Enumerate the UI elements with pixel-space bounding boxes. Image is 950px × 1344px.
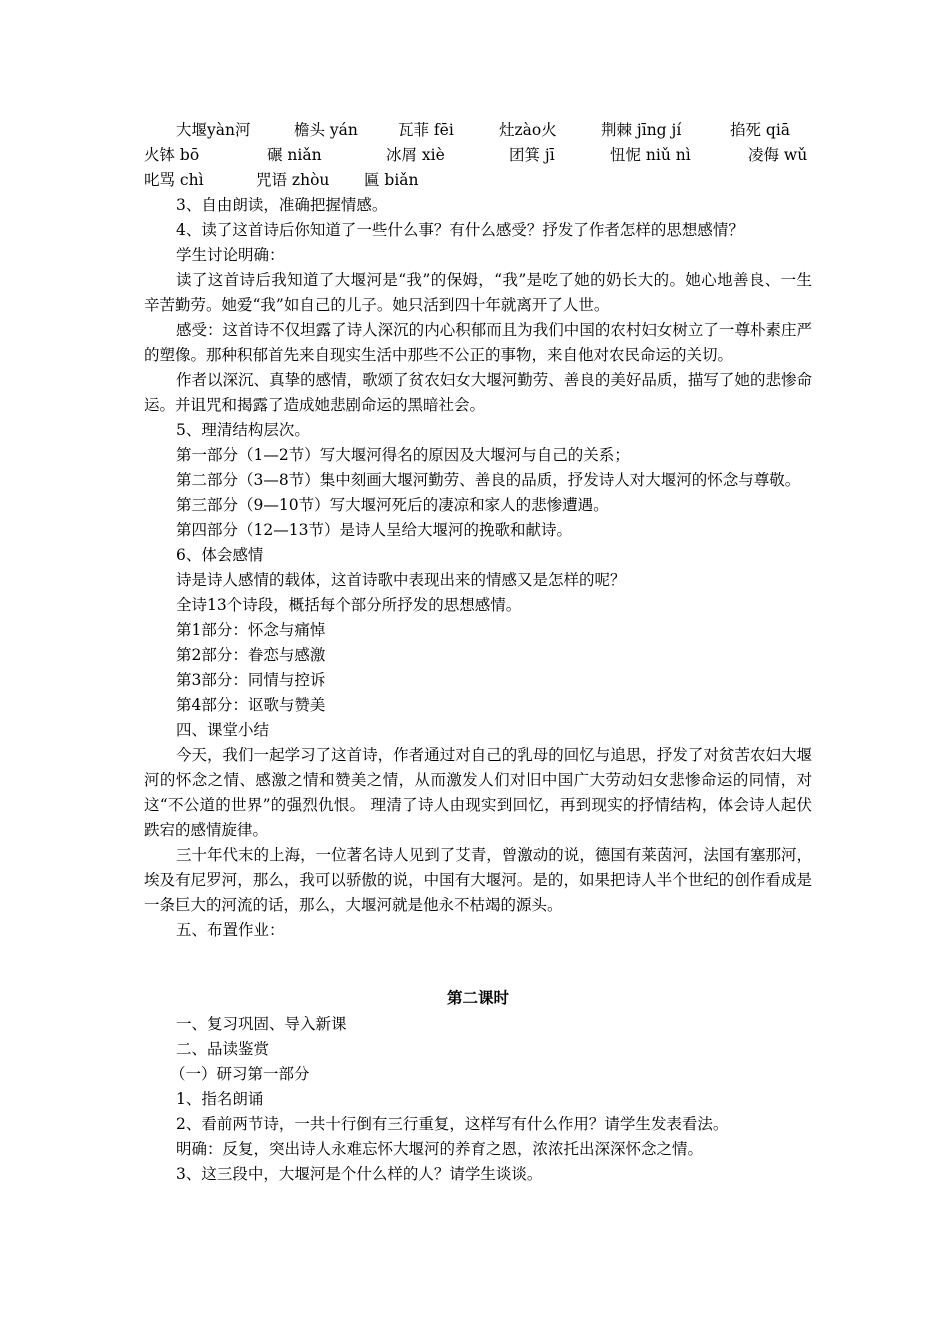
- paragraph: 二、品读鉴赏: [176, 1040, 270, 1058]
- document-page: [144, 118, 812, 1187]
- pinyin-term: 火钵 bō: [144, 146, 200, 164]
- paragraph: 诗是诗人感情的载体，这首诗歌中表现出来的情感又是怎样的呢？: [176, 571, 626, 589]
- paragraph: 4、读了这首诗后你知道了一些什么事？有什么感受？抒发了作者怎样的思想感情？: [176, 221, 744, 239]
- paragraph: 作者以深沉、真挚的感情，歌颂了贫农妇女大堰河勤劳、善良的美好品质，描写了她的悲惨命运。并诅咒和揭露了造成她悲剧命运的黑暗社会。: [144, 371, 812, 414]
- paragraph: 四、课堂小结: [176, 721, 270, 739]
- paragraph: 第4部分：讴歌与赞美: [176, 696, 326, 714]
- pinyin-row: [144, 118, 812, 143]
- paragraph: 三十年代末的上海，一位著名诗人见到了艾青，曾激动的说，德国有莱茵河，法国有塞那河，埃及有尼罗河，那么，我可以骄傲的说，中国有大堰河。是的，如果把诗人半个世纪的创作看成是一条巨大的河流的话，那么，大堰河就是他永不枯竭的源头。: [144, 846, 812, 914]
- paragraph: 明确：反复，突出诗人永难忘怀大堰河的养育之恩，浓浓托出深深怀念之情。: [176, 1140, 704, 1158]
- paragraph: 读了这首诗后我知道了大堰河是“我”的保姆，“我”是吃了她的奶长大的。她心地善良、一生辛苦勤劳。她爱“我”如自己的儿子。她只活到四十年就离开了人世。: [144, 271, 812, 314]
- pinyin-term: 掐死 qiā: [730, 121, 791, 139]
- pinyin-term: 大堰yàn河: [176, 121, 251, 139]
- pinyin-row: [144, 143, 812, 168]
- paragraph: 第3部分：同情与控诉: [176, 671, 326, 689]
- paragraph: 第三部分（9—10节）写大堰河死后的凄凉和家人的悲惨遭遇。: [176, 496, 609, 514]
- paragraph: 2、看前两节诗，一共十行倒有三行重复，这样写有什么作用？请学生发表看法。: [176, 1115, 729, 1133]
- pinyin-row: [144, 168, 812, 193]
- paragraph: 全诗13个诗段，概括每个部分所抒发的思想感情。: [176, 596, 522, 614]
- paragraph: 今天，我们一起学习了这首诗，作者通过对自己的乳母的回忆与追思，抒发了对贫苦农妇大堰河的怀念之情、感激之情和赞美之情，从而激发人们对旧中国广大劳动妇女悲惨命运的同情，对这“不公道的世界”的强烈仇恨。 理清了诗人由现实到回忆，再到现实的抒情结构，体会诗人起伏跌宕的感情旋律。: [144, 746, 812, 839]
- paragraph: 第2部分：眷恋与感激: [176, 646, 326, 664]
- pinyin-term: 忸怩 niǔ nì: [610, 146, 691, 164]
- pinyin-term: 叱骂 chì: [144, 171, 204, 189]
- paragraph: （一）研习第一部分: [170, 1065, 310, 1083]
- pinyin-term: 团箕 jī: [509, 146, 555, 164]
- paragraph: 感受：这首诗不仅坦露了诗人深沉的内心积郁而且为我们中国的农村妇女树立了一尊朴素庄严的塑像。那种积郁首先来自现实生活中那些不公正的事物，来自他对农民命运的关切。: [144, 321, 812, 364]
- paragraph: 6、体会感情: [176, 546, 264, 564]
- pinyin-term: 匾 biǎn: [364, 171, 419, 189]
- paragraph: 一、复习巩固、导入新课: [176, 1015, 347, 1033]
- pinyin-term: 碾 niǎn: [267, 146, 322, 164]
- spacer: [144, 943, 812, 964]
- pinyin-term: 冰屑 xiè: [386, 146, 445, 164]
- paragraph: 5、理清结构层次。: [176, 421, 310, 439]
- pinyin-term: 檐头 yán: [294, 121, 358, 139]
- paragraph: 1、指名朗诵: [176, 1090, 264, 1108]
- pinyin-term: 瓦菲 fēi: [398, 121, 454, 139]
- paragraph: 第四部分（12—13节）是诗人呈给大堰河的挽歌和献诗。: [176, 521, 572, 539]
- paragraph: 3、这三段中，大堰河是个什么样的人？请学生谈谈。: [176, 1165, 543, 1183]
- section-title: 第二课时: [446, 988, 509, 1007]
- paragraph: 学生讨论明确：: [176, 246, 285, 264]
- paragraph: 第1部分：怀念与痛悼: [176, 621, 326, 639]
- pinyin-term: 咒语 zhòu: [256, 171, 330, 189]
- paragraph: 第二部分（3—8节）集中刻画大堰河勤劳、善良的品质，抒发诗人对大堰河的怀念与尊敬。: [176, 471, 801, 489]
- paragraph: 第一部分（1—2节）写大堰河得名的原因及大堰河与自己的关系；: [176, 446, 630, 464]
- paragraph: 五、布置作业：: [176, 921, 285, 939]
- pinyin-term: 荆棘 jīng jí: [601, 121, 682, 139]
- pinyin-term: 凌侮 wǔ: [748, 146, 808, 164]
- pinyin-term: 灶zào火: [499, 121, 557, 139]
- paragraph: 3、自由朗读，准确把握情感。: [176, 196, 388, 214]
